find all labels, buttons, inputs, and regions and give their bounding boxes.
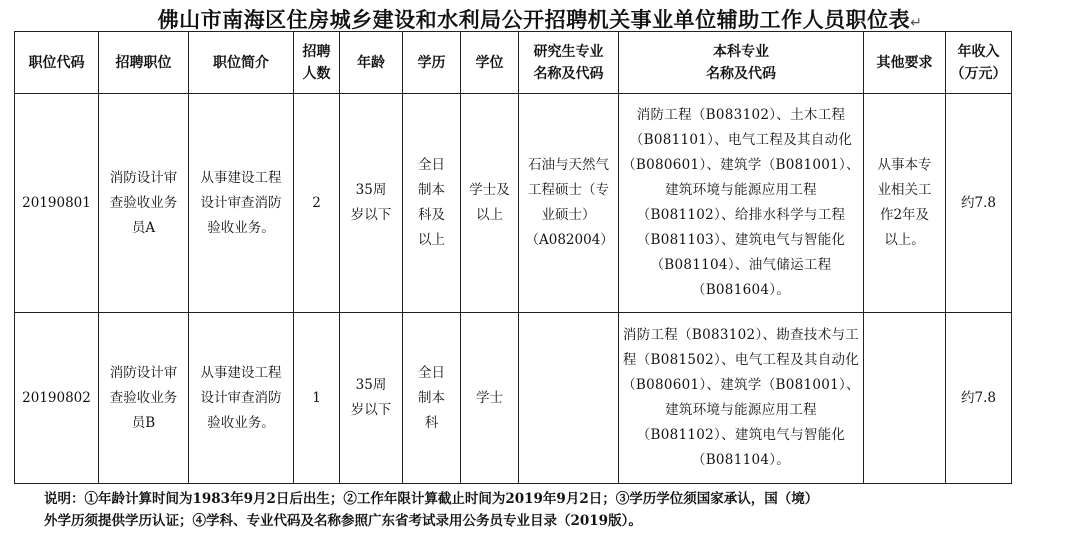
note-line-2: 外学历须提供学历认证；④学科、专业代码及名称参照广东省考试录用公务员专业目录（2019版）。 bbox=[44, 513, 642, 529]
header-income bbox=[946, 32, 1012, 94]
header-grad-major-line1: 研究生专业 bbox=[533, 43, 604, 60]
cell-age bbox=[340, 94, 403, 313]
cell-intro-text: 从事建设工程设计审查消防验收业务。 bbox=[200, 169, 282, 236]
note-line-1: 说明：①年龄计算时间为1983年9月2日后出生；②工作年限计算截止时间为2019年9月2日；③学历学位须国家承认，国（境） bbox=[44, 491, 819, 507]
paragraph-mark: ↵ bbox=[910, 15, 923, 31]
positions-table bbox=[14, 31, 1012, 484]
cell-intro bbox=[189, 313, 294, 484]
cell-age-text: 35周岁以下 bbox=[350, 377, 392, 418]
header-intro: 职位简介 bbox=[189, 32, 294, 94]
cell-position-text: 消防设计审查验收业务员B bbox=[109, 364, 178, 431]
header-undergrad-major-line2: 名称及代码 bbox=[706, 65, 776, 82]
cell-count: 1 bbox=[294, 313, 340, 484]
cell-other bbox=[864, 313, 946, 484]
cell-degree-text: 学士 bbox=[476, 389, 503, 406]
cell-grad-major bbox=[519, 313, 619, 484]
cell-position bbox=[99, 94, 189, 313]
header-count bbox=[294, 32, 340, 94]
header-position: 招聘职位 bbox=[99, 32, 189, 94]
cell-position-text: 消防设计审查验收业务员A bbox=[109, 169, 178, 236]
cell-other bbox=[864, 94, 946, 313]
cell-position bbox=[99, 313, 189, 484]
cell-education bbox=[403, 94, 461, 313]
header-grad-major-line2: 名称及代码 bbox=[533, 65, 604, 82]
cell-income: 约7.8 bbox=[946, 94, 1012, 313]
cell-education-text: 全日制本科及以上 bbox=[418, 157, 445, 248]
header-code: 职位代码 bbox=[15, 32, 99, 94]
header-income-line2: （万元） bbox=[950, 65, 1007, 82]
header-education: 学历 bbox=[403, 32, 461, 94]
cell-age-text: 35周岁以下 bbox=[350, 182, 392, 223]
cell-undergrad-major: 消防工程（B083102）、土木工程（B081101）、电气工程及其自动化（B080601）、建筑学（B081001）、建筑环境与能源应用工程（B081102）、给排水科学与工程（B081103）、建筑电气与智能化（B081104）、油气储运工程（B081604）。 bbox=[619, 94, 864, 313]
cell-education bbox=[403, 313, 461, 484]
cell-other-text: 从事本专业相关工作2年及以上。 bbox=[877, 157, 932, 248]
table-row bbox=[15, 313, 1012, 484]
header-income-line1: 年收入 bbox=[957, 43, 1000, 60]
cell-grad-major-text: 石油与天然气工程硕士（专业硕士）（A082004） bbox=[525, 157, 614, 248]
cell-degree bbox=[461, 94, 519, 313]
cell-code: 20190802 bbox=[15, 313, 99, 484]
cell-undergrad-major: 消防工程（B083102）、勘查技术与工程（B081502）、电气工程及其自动化（B080601）、建筑学（B081001）、建筑环境与能源应用工程（B081102）、建筑电气与智能化（B081104）。 bbox=[619, 313, 864, 484]
cell-code: 20190801 bbox=[15, 94, 99, 313]
header-count-line2: 人数 bbox=[302, 65, 331, 82]
cell-education-text: 全日制本科 bbox=[418, 364, 445, 431]
cell-grad-major bbox=[519, 94, 619, 313]
header-undergrad-major-line1: 本科专业 bbox=[713, 43, 769, 60]
notes-section bbox=[44, 488, 1064, 532]
cell-count: 2 bbox=[294, 94, 340, 313]
cell-intro-text: 从事建设工程设计审查消防验收业务。 bbox=[200, 364, 282, 431]
cell-income: 约7.8 bbox=[946, 313, 1012, 484]
cell-age bbox=[340, 313, 403, 484]
cell-intro bbox=[189, 94, 294, 313]
title-text: 佛山市南海区住房城乡建设和水利局公开招聘机关事业单位辅助工作人员职位表 bbox=[157, 8, 911, 32]
table-header-row bbox=[15, 32, 1012, 94]
table-row bbox=[15, 94, 1012, 313]
cell-degree-text: 学士及以上 bbox=[469, 182, 510, 223]
header-grad-major bbox=[519, 32, 619, 94]
cell-degree bbox=[461, 313, 519, 484]
header-age: 年龄 bbox=[340, 32, 403, 94]
header-count-line1: 招聘 bbox=[302, 43, 331, 60]
header-undergrad-major bbox=[619, 32, 864, 94]
header-other: 其他要求 bbox=[864, 32, 946, 94]
document-title bbox=[0, 4, 1080, 30]
header-degree: 学位 bbox=[461, 32, 519, 94]
